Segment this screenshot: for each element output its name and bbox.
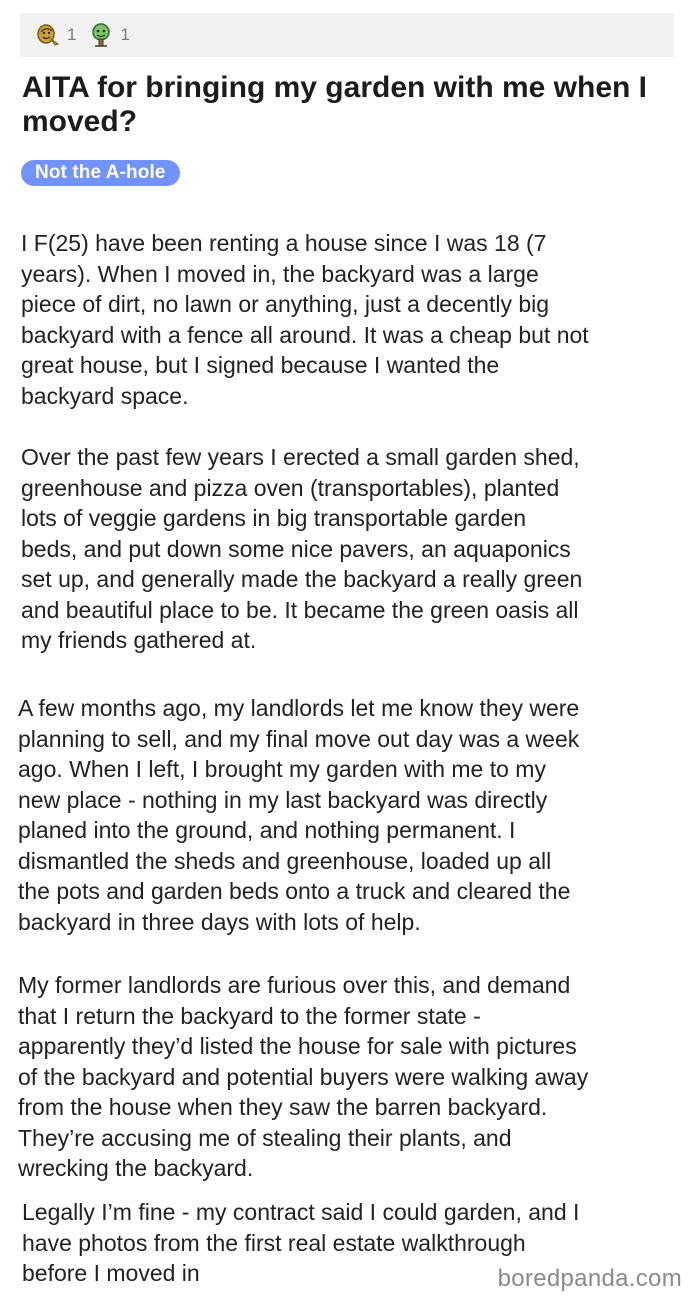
post-paragraph: I F(25) have been renting a house since I was 18 (7 years). When I moved in, the backyard was a large piece of dirt, no lawn or anything, just a decently big backyard with a fence all around. It was a cheap but not great house, but I signed because I wanted the backyard space. — [21, 230, 589, 409]
post-paragraph: A few months ago, my landlords let me know they were planning to sell, and my final move out day was a week ago. When I left, I brought my garden with me to my new place - nothing in my last backyard was directly planed into the ground, and nothing permanent. I dismantled the sheds and greenhouse, loaded up all the pots and garden beds onto a truck and cleared the backyard in three days with lots of help. — [18, 695, 580, 935]
post-paragraph: My former landlords are furious over this, and demand that I return the backyard to the former state - apparently they’d listed the house for sale with pictures of the backyard and potential buyers were walking away from the house when they saw the barren backyard. They’re accusing me of stealing their plants, and wrecking the backyard. — [18, 972, 589, 1181]
award-count: 1 — [120, 25, 130, 44]
post-paragraph: Over the past few years I erected a small garden shed, greenhouse and pizza oven (transportables), planted lots of veggie gardens in big transportable garden beds, and put down some nice pavers, an aquaponics set up, and generally made the backyard a really green and beautiful place to be. It became the green oasis all my friends gathered at. — [21, 444, 583, 653]
wholesome-award-icon — [88, 22, 114, 48]
award-wholesome[interactable] — [88, 22, 129, 48]
post-title[interactable]: AITA for bringing my garden with me when I moved? — [22, 71, 648, 138]
silver-award-icon — [35, 22, 61, 48]
post-flair[interactable]: Not the A-hole — [21, 160, 180, 186]
award-silver[interactable] — [35, 22, 76, 48]
awards-bar — [20, 13, 674, 57]
post-paragraph: Legally I’m fine - my contract said I could garden, and I have photos from the first real estate walkthrough before I moved in — [22, 1199, 580, 1286]
award-count: 1 — [67, 25, 77, 44]
watermark: boredpanda.com — [497, 1265, 682, 1292]
